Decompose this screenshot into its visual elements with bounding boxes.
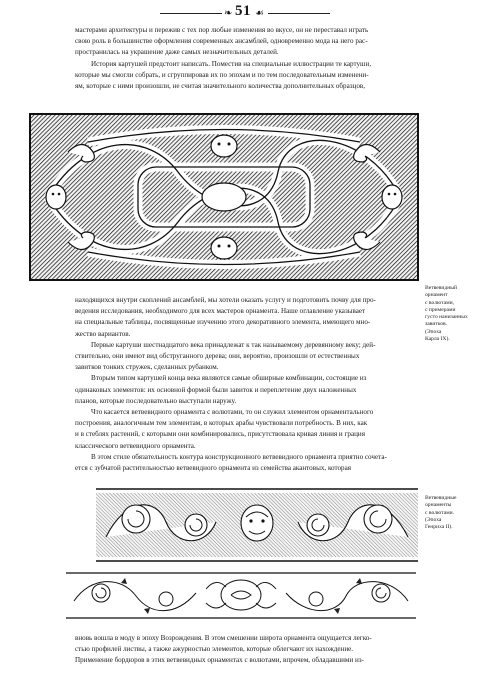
caption-line: с волютами, [425,299,455,306]
text-line: на специальные таблицы, посвященные изучению этого декоративного элемента, имеющего мно- [75,318,371,327]
text-block-top [75,25,422,92]
page-number: 51 [235,3,251,19]
text-line: завитков тонких стружек, сделанных рубанком. [75,363,219,372]
text-line: жество вариантов. [75,329,131,338]
text-line: История картушей предстоит написать. Поместив на специальные иллюстрации те картуши, [91,59,372,68]
header-ornament-right: ☙ [255,8,264,19]
caption-line: (Эпоха [425,328,442,335]
text-block-bottom [75,633,422,667]
text-line: которые мы смогли собрать, и сгруппировав их по эпохам и по тем последовательным изменени- [75,70,369,79]
text-line: ям, которые с ними произошли, не считая значительного количества дополнительных образцов, [75,82,366,91]
text-line: ствительно, они имеют вид обструганного дерева; они, вероятно, произошли от естественных [75,352,360,361]
text-line: Что касается ветвевидного орнамента с волютами, то он служил элементом орнаментального [91,408,374,417]
text-line: одинаковых элементов: их основной формой были завиток и переплетение двух наложенных [75,385,357,394]
text-line: Первые картуши шестнадцатого века принадлежат к так называемому деревянному веку; дей- [91,340,376,349]
caption-line: с волютами. [425,509,455,516]
text-line: пространилась на украшение даже самых незначительных деталей. [75,48,279,57]
text-line: свою роль в большинстве оформления современных ансамблей, одновременно мода на него рас- [75,37,368,46]
header-rule-right [268,13,330,14]
text-line: мастерами архитектуры и пережив с тех пор любые изменения во вкусе, он не переставал играть [75,26,369,34]
frieze-illustration-1 [96,487,418,563]
text-line: ведения исследования, необходимого для всех мастеров орнамента. Наше оглавление указывает [75,307,366,316]
text-line: и в стеблях растений, с которыми они комбинировались, присутствовала кривая линия и грация [75,430,365,439]
caption-line: Ветвевидный [425,285,457,291]
frieze-illustration-2 [66,571,416,621]
page-header [0,3,497,20]
text-line: Применение бордюров в этих ветвевидных орнаментах с волютами, впрочем, обладавшими из- [75,656,364,665]
text-line: классического ветвевидного орнамента. [75,441,196,450]
text-line: находящихся внутри скоплений ансамблей, мы хотели оказать услугу и подготовить почву для про- [75,296,376,304]
ornament-illustration-large [28,112,420,282]
text-line: ется с зубчатой растительностью ветвевидного орнамента из семейства акантовых, которая [75,464,351,473]
text-line: В этом стиле обязательность контура конструкционного ветвевидного орнамента приятно сочета- [91,452,387,461]
caption-line: Ветвевидные [425,495,457,501]
caption-line: Генриха II). [425,524,453,531]
caption-ornaments-henry [425,495,456,531]
caption-line: с примерами [425,306,456,313]
caption-line: завитков. [425,321,448,328]
text-line: планов, которые последовательно выступали наружу. [75,396,237,405]
caption-line: орнаменты [425,502,452,509]
caption-line: орнамент [425,292,448,299]
caption-ornament-volutes [425,285,468,343]
text-block-middle [75,295,422,474]
caption-line: густо нанизанных [425,314,468,321]
text-line: стью профилей листвы, а также ажурностью элементов, которые облегчают их нахождение. [75,645,354,654]
text-line: вновь вошла в моду в эпоху Возрождения. В этом смешении широта орнамента ощущается легко- [75,634,372,642]
caption-line: Карла IX). [425,336,450,343]
header-rule-left [160,13,222,14]
text-line: Вторым типом картушей конца века являются самые обширные комбинации, состоящие из [91,374,367,383]
text-line: построения, аналогичным тем элементам, в которых арабы чувствовали потребность. В них, как [75,419,368,428]
header-ornament-left: ❧ [224,8,233,19]
caption-line: (Эпоха [425,516,442,523]
